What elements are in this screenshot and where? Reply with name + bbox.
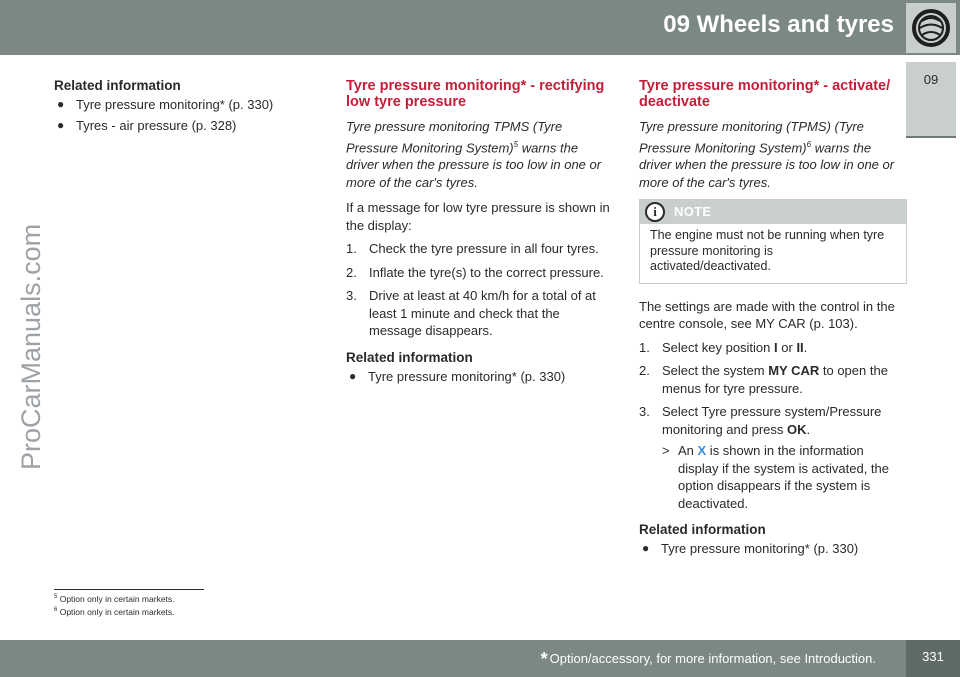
tyre-icon <box>906 3 956 53</box>
column-related-info <box>54 78 304 138</box>
page-number-box <box>906 640 960 677</box>
step-result: > An X is shown in the information display if the system is activated, the option disappears if the system is deactivated. <box>662 443 889 511</box>
list-item[interactable]: ● Tyre pressure monitoring* (p. 330) <box>57 97 274 112</box>
list-item: 2. Inflate the tyre(s) to the correct pressure. <box>346 264 604 280</box>
section-title: Tyre pressure monitoring* - rectifying low tyre pressure <box>346 78 605 110</box>
watermark: ProCarManuals.com <box>16 223 46 470</box>
lead-paragraph: If a message for low tyre pressure is shown in the display: <box>346 200 610 233</box>
footer-note: * Option/accessory, for more information, see Introduction. <box>540 649 876 669</box>
page-number: 331 <box>922 649 944 664</box>
info-icon: i <box>645 202 665 222</box>
list-item: 1. Check the tyre pressure in all four tyres. <box>346 241 599 257</box>
steps-list <box>346 240 612 340</box>
chapter-title: 09 Wheels and tyres <box>663 11 894 38</box>
footnotes <box>54 589 204 618</box>
chapter-side-tab[interactable] <box>906 62 956 138</box>
related-list <box>346 368 612 385</box>
related-heading: Related information <box>54 78 181 93</box>
related-heading: Related information <box>346 349 473 365</box>
note-box <box>639 199 907 284</box>
side-tab-label: 09 <box>923 72 939 87</box>
chapter-icon-box <box>906 3 956 53</box>
section-title: Tyre pressure monitoring* - activate/ deactivate <box>639 78 891 110</box>
related-list <box>54 96 304 134</box>
steps-list <box>639 339 907 513</box>
column-rectifying <box>346 78 612 389</box>
related-list <box>639 540 907 557</box>
page-footer <box>0 640 960 677</box>
note-header <box>640 200 906 224</box>
footnote: $^6$ Option only in certain markets. <box>54 606 175 617</box>
list-item: 3. Select Tyre pressure system/Pressure monitoring and press OK. > An X is shown in the information display if the system is activated, the option disappears if the system is deactivated. <box>639 403 907 512</box>
list-item[interactable]: ● Tyres - air pressure (p. 328) <box>57 118 237 133</box>
list-item[interactable]: ● Tyre pressure monitoring* (p. 330) <box>349 368 566 384</box>
list-item: 1. Select key position I or II. <box>639 339 808 355</box>
note-label: NOTE <box>674 204 712 220</box>
column-activate <box>639 78 907 561</box>
list-item[interactable]: ● Tyre pressure monitoring* (p. 330) <box>642 541 859 557</box>
page-header <box>0 0 960 55</box>
list-item: 3. Drive at least at 40 km/h for a total of at least 1 minute and check that the message disappears. <box>346 288 596 339</box>
list-item: 2. Select the system MY CAR to open the menus for tyre pressure. <box>639 363 888 396</box>
section-intro: Tyre pressure monitoring TPMS (Tyre Pressure Monitoring System)$^5$ warns the driver when the pressure is too low in one or more of the car's tyres. <box>346 119 602 190</box>
x-marker: X <box>697 443 707 459</box>
section-intro: Tyre pressure monitoring (TPMS) (Tyre Pressure Monitoring System)$^6$ warns the driver when the pressure is too low in one or more of the car's tyres. <box>639 119 895 190</box>
note-text: The engine must not be running when tyre pressure monitoring is activated/deactivated. <box>650 228 885 274</box>
lead-paragraph: The settings are made with the control in the centre console, see MY CAR (p. 103). <box>639 298 895 332</box>
footnote: $^5$ Option only in certain markets. <box>54 593 175 604</box>
related-heading: Related information <box>639 522 766 538</box>
